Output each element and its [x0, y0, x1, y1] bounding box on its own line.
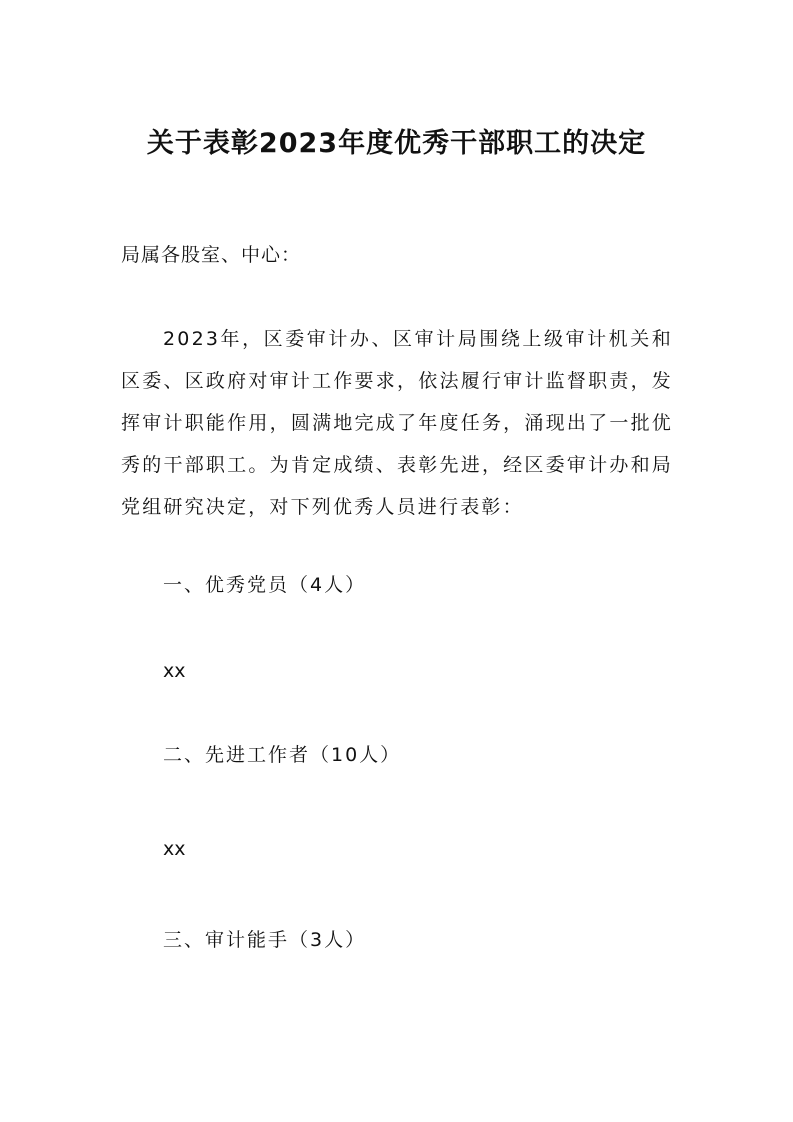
salutation: 局属各股室、中心：	[121, 244, 302, 266]
body-paragraph: 2023年，区委审计办、区审计局围绕上级审计机关和区委、区政府对审计工作要求，依法履行审计监督职责，发挥审计职能作用，圆满地完成了年度任务，涌现出了一批优秀的干部职工。为肯定成绩、表彰先进，经区委审计办和局党组研究决定，对下列优秀人员进行表彰：	[121, 328, 673, 518]
section-names-advanced-workers: xx	[163, 838, 186, 860]
section-names-excellent-party-members: xx	[163, 660, 186, 682]
section-heading-advanced-workers: 二、先进工作者（10人）	[163, 744, 402, 766]
section-heading-audit-experts: 三、审计能手（3人）	[163, 929, 367, 951]
document-title: 关于表彰2023年度优秀干部职工的决定	[146, 128, 647, 159]
section-heading-excellent-party-members: 一、优秀党员（4人）	[163, 574, 367, 596]
